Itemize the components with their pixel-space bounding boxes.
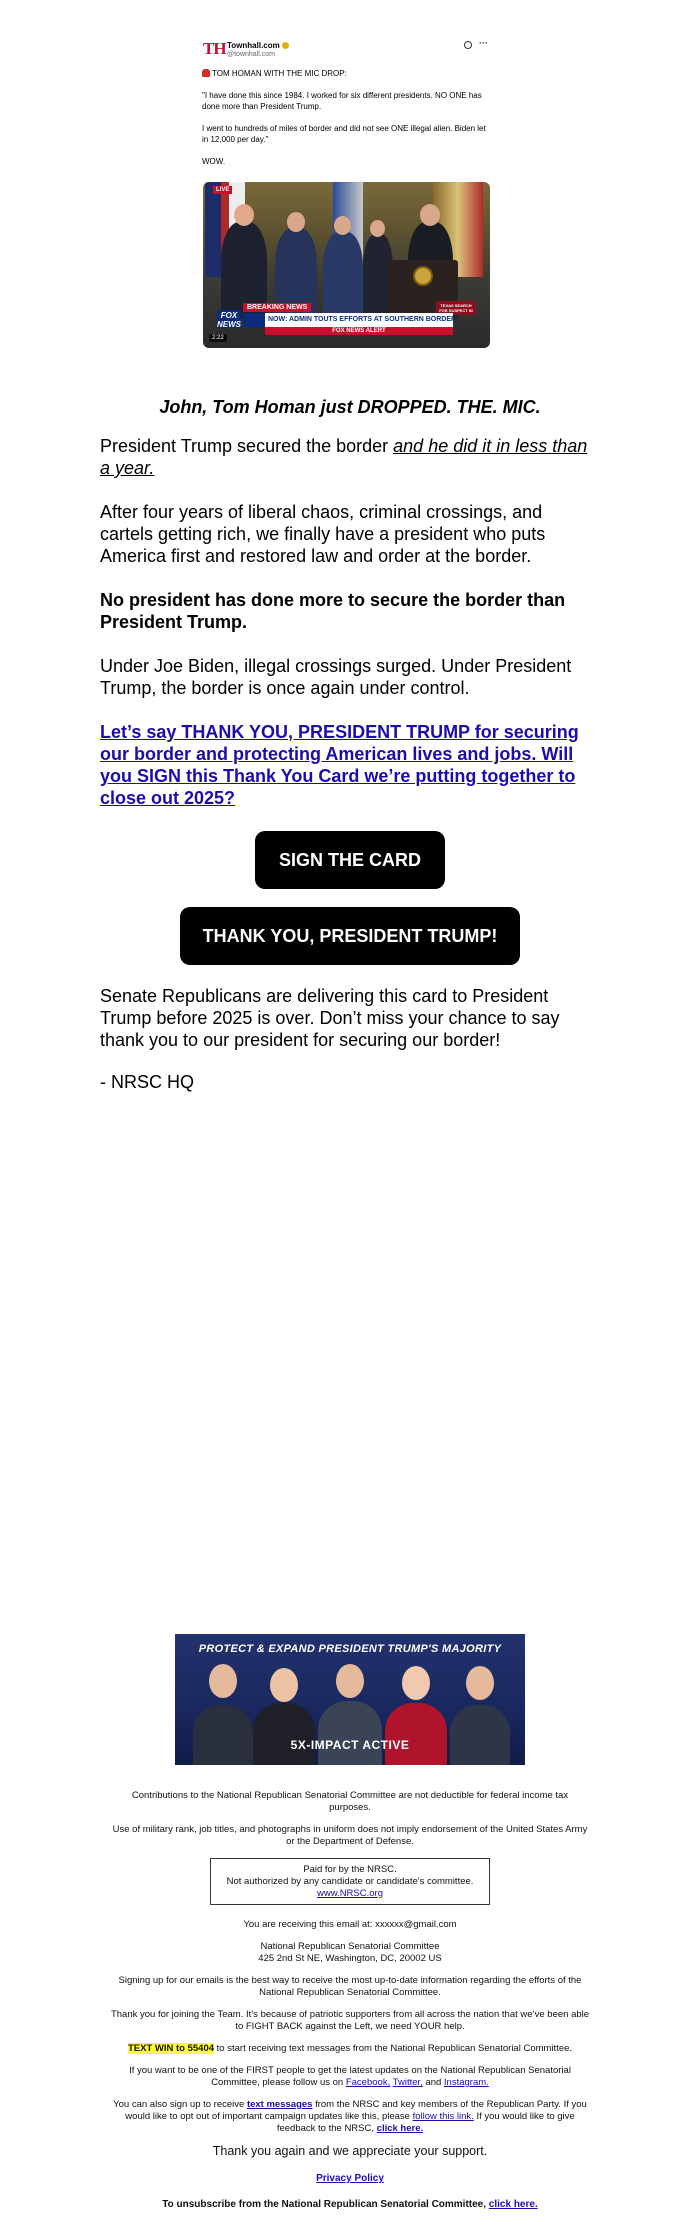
person-image: [193, 1705, 253, 1765]
tweet-video[interactable]: [203, 182, 490, 348]
team-note: Thank you for joining the Team. It’s because of patriotic supporters from all across the nation that we’ve been able to FIGHT BACK against the Left, we need YOUR help.: [110, 2009, 590, 2032]
tweet-quote-1: "I have done this since 1984. I worked for six different presidents. NO ONE has done more than President Trump.: [202, 91, 482, 111]
sms-optout-note: You can also sign up to receive text messages from the NRSC and key members of the Republican Party. If you would like to opt out of important campaign updates like this, please follow this link. If you would like to give feedback to the NRSC, click here.: [113, 2099, 587, 2134]
privacy-policy-link[interactable]: Privacy Policy: [316, 2173, 384, 2184]
person-image: [323, 232, 363, 318]
tweet-intro: TOM HOMAN WITH THE MIC DROP:: [212, 69, 347, 78]
tweet-author-name[interactable]: Townhall.com: [227, 41, 289, 50]
news-chyron: NOW: ADMIN TOUTS EFFORTS AT SOUTHERN BORDER: [243, 313, 453, 327]
paragraph-no-president: No president has done more to secure the border than President Trump.: [100, 590, 566, 632]
paragraph-liberal-chaos: After four years of liberal chaos, criminal crossings, and cartels getting rich, we finally have a president who puts America first and restored law and order at the border.: [100, 502, 546, 566]
grok-icon[interactable]: [464, 41, 472, 49]
video-duration: 2:22: [209, 334, 227, 342]
banner-title: PROTECT & EXPAND PRESIDENT TRUMP'S MAJORITY: [198, 1643, 502, 1655]
tweet-card[interactable]: [202, 33, 490, 348]
not-authorized-line: Not authorized by any candidate or candidate's committee.: [226, 1876, 474, 1887]
org-address: National Republican Senatorial Committee 425 2nd St NE, Washington, DC, 20002 US: [258, 1941, 442, 1964]
person-image: [450, 1705, 510, 1765]
text-messages-link[interactable]: text messages: [246, 2099, 313, 2110]
news-side-box: TEXAS SEARCH FOR SUSPECT IN: [436, 301, 476, 315]
military-disclaimer: Use of military rank, job titles, and photographs in uniform does not imply endorsement of the United States Army or the Department of Defense.: [112, 1824, 588, 1847]
paid-for-line: Paid for by the NRSC.: [303, 1864, 397, 1875]
breaking-news-label: BREAKING NEWS: [243, 303, 311, 312]
majority-banner[interactable]: [175, 1634, 525, 1765]
facebook-link[interactable]: Facebook,: [345, 2077, 391, 2088]
paragraph-delivering-card: Senate Republicans are delivering this card to President Trump before 2025 is over. Don’t miss your chance to say thank you to our president for securing our border!: [100, 986, 560, 1050]
presidential-seal-icon: [413, 266, 433, 286]
opt-out-link[interactable]: follow this link.: [412, 2111, 474, 2122]
verified-badge-icon: [282, 42, 289, 49]
paragraph-biden-crossings: Under Joe Biden, illegal crossings surged. Under President Trump, the border is once again under control.: [100, 656, 572, 698]
tweet-quote-2: I went to hundreds of miles of border and did not see ONE illegal alien. Biden let in 12,000 per day.": [202, 124, 486, 144]
nrsc-website-link[interactable]: www.NRSC.org: [317, 1888, 383, 1899]
paid-for-box: [210, 1858, 490, 1905]
signoff: - NRSC HQ: [100, 1072, 194, 1092]
thank-you-president-trump-button[interactable]: THANK YOU, PRESIDENT TRUMP!: [180, 907, 520, 965]
tweet-text: [202, 68, 487, 178]
tweet-author-handle[interactable]: @townhall.com: [227, 51, 275, 58]
tax-disclaimer: Contributions to the National Republican Senatorial Committee are not deductible for federal income tax purposes.: [131, 1790, 569, 1813]
sign-the-card-button[interactable]: SIGN THE CARD: [255, 831, 445, 889]
thank-you-card-link[interactable]: Let’s say THANK YOU, PRESIDENT TRUMP for securing our border and protecting American lives and jobs. Will you SIGN this Thank You Card we’re putting together to close out 2025?: [100, 722, 579, 808]
signup-note: Signing up for our emails is the best way to receive the most up-to-date information regarding the efforts of the National Republican Senatorial Committee.: [118, 1975, 582, 1998]
privacy-policy-row: [110, 2173, 590, 2185]
twitter-link[interactable]: Twitter,: [392, 2077, 423, 2088]
unsubscribe-link[interactable]: click here.: [488, 2199, 538, 2210]
news-alert-bar: FOX NEWS ALERT: [265, 327, 453, 335]
siren-icon: [202, 69, 210, 77]
more-options-icon[interactable]: ···: [479, 38, 488, 48]
paragraph-border-secured: President Trump secured the border and he did it in less than a year.: [100, 436, 588, 478]
email-footer: [110, 1790, 590, 2217]
text-win-note: TEXT WIN to 55404 to start receiving text messages from the National Republican Senatorial Committee.: [127, 2043, 573, 2054]
banner-tag: 5X-IMPACT ACTIVE: [290, 1738, 410, 1752]
instagram-link[interactable]: Instagram.: [443, 2077, 489, 2088]
unsubscribe-line: To unsubscribe from the National Republican Senatorial Committee, click here.: [162, 2199, 538, 2210]
tweet-quote-3: WOW.: [202, 157, 226, 166]
person-image: [318, 1701, 382, 1765]
receiving-email-line: You are receiving this email at: xxxxxx@gmail.com: [243, 1919, 457, 1930]
thank-you-line: Thank you again and we appreciate your support.: [212, 2144, 488, 2158]
fox-news-logo: FOX NEWS: [217, 311, 241, 329]
email-headline: John, Tom Homan just DROPPED. THE. MIC.: [159, 397, 541, 417]
live-badge: LIVE: [213, 186, 232, 194]
social-follow-note: If you want to be one of the FIRST people to get the latest updates on the National Republican Senatorial Committee, please follow us on Facebook, Twitter, and Instagram.: [129, 2065, 571, 2088]
person-image: [385, 1703, 447, 1765]
feedback-link[interactable]: click here.: [376, 2123, 424, 2134]
townhall-logo: TH: [203, 39, 226, 58]
person-image: [253, 1703, 315, 1765]
emphasis-text: and he did it in less than a year.: [100, 436, 588, 478]
text-win-highlight: TEXT WIN to 55404: [127, 2043, 215, 2054]
tweet-header: [202, 35, 490, 65]
email-body: [100, 396, 600, 1115]
